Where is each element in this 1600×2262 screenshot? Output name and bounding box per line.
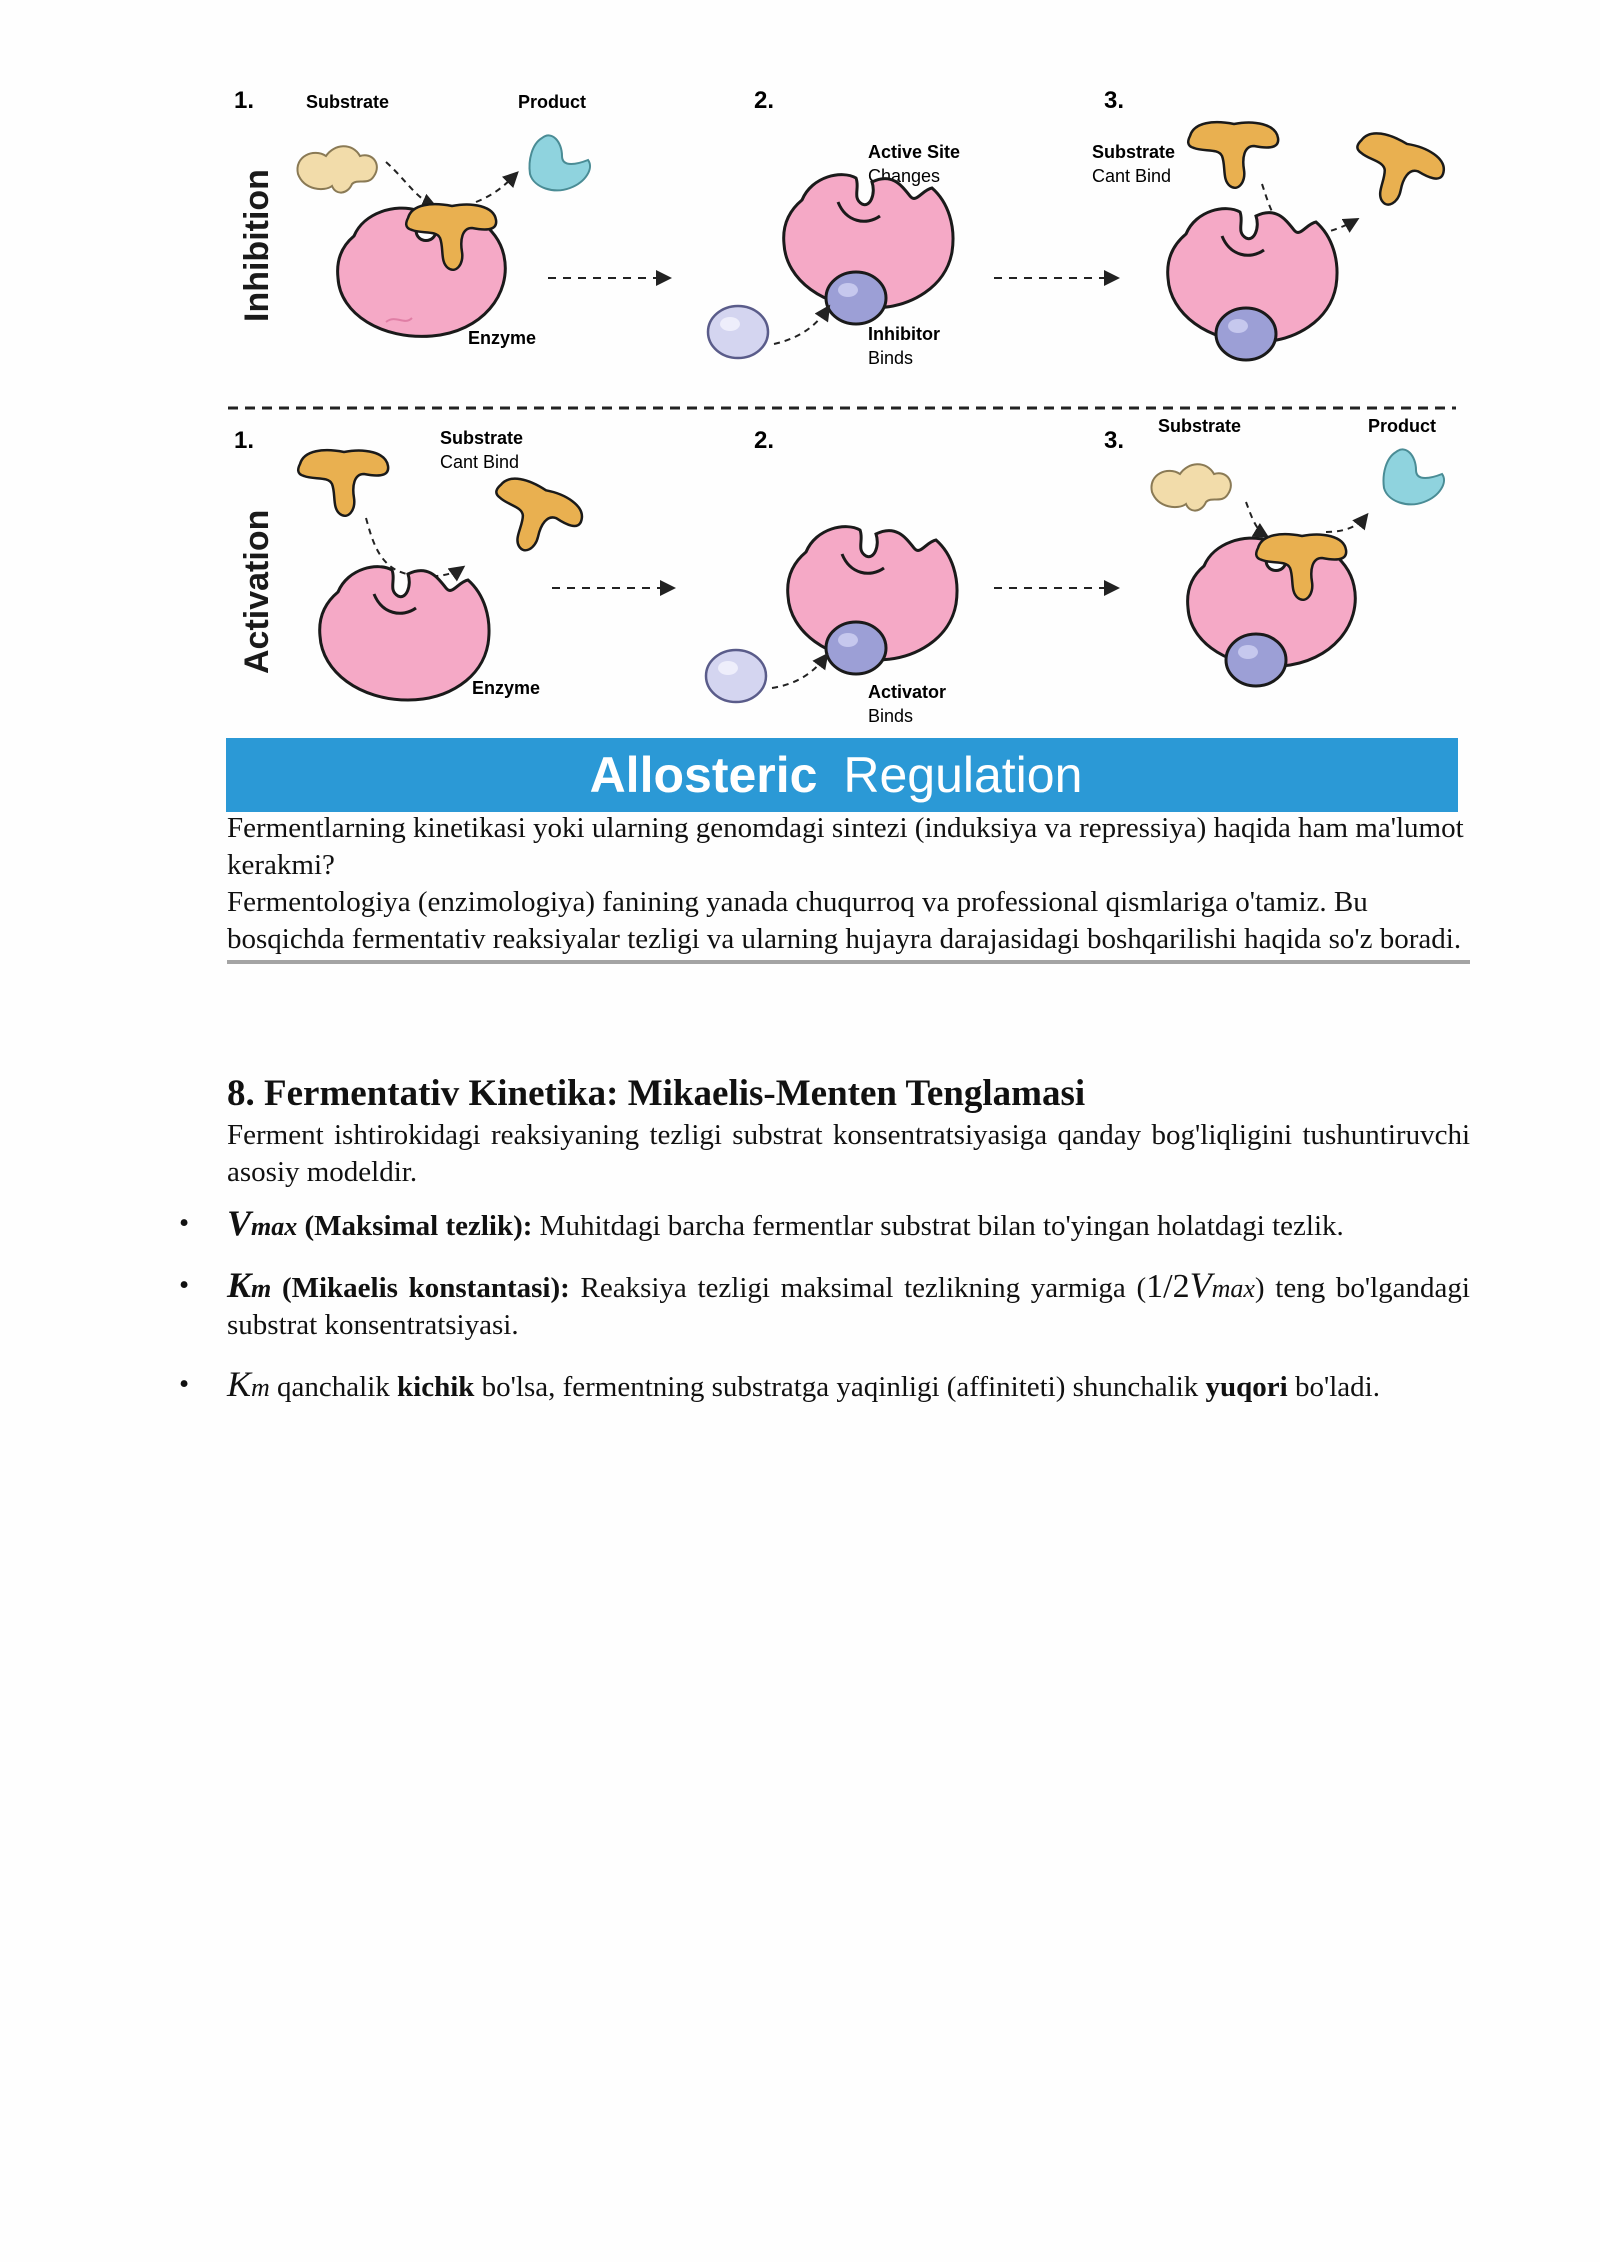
symbol-subscript: max bbox=[251, 1212, 298, 1241]
activator-free bbox=[706, 650, 766, 702]
section-description: Ferment ishtirokidagi reaksiyaning tezligi substrat konsentratsiyasiga qanday bog'liqligini tushuntiruvchi asosiy modeldir. bbox=[227, 1119, 1470, 1188]
term-label: (Mikaelis konstantasi): bbox=[271, 1272, 570, 1304]
activation-step1-enzyme-label: Enzyme bbox=[472, 678, 541, 698]
title-banner bbox=[226, 738, 1458, 812]
emphasis: yuqori bbox=[1205, 1371, 1288, 1403]
inhibition-step2-inhibitor-title: Inhibitor bbox=[868, 324, 940, 344]
substrate-molecule bbox=[1188, 122, 1278, 188]
intro-paragraph-2: Fermentologiya (enzimologiya) fanining yanada chuqurroq va professional qismlariga o'tamiz. Bu bosqichda fermentativ reaksiyalar tezligi va ularning hujayra darajasidagi boshqarilishi haqida so'z boradi. bbox=[227, 886, 1462, 955]
inhibition-step2-inhibitor-sub: Binds bbox=[868, 348, 914, 368]
fraction: 1/2 bbox=[1146, 1268, 1190, 1305]
symbol-subscript: m bbox=[251, 1274, 272, 1303]
emphasis: kichik bbox=[397, 1371, 475, 1403]
inhibition-step1-enzyme-label: Enzyme bbox=[468, 328, 537, 348]
text: bo'ladi. bbox=[1287, 1371, 1380, 1403]
inhibition-step2-active-site-sub: Changes bbox=[868, 166, 941, 186]
symbol-k: K bbox=[227, 1364, 252, 1404]
symbol-v: V bbox=[1189, 1265, 1212, 1305]
intro-paragraph-1: Fermentlarning kinetikasi yoki ularning genomdagi sintezi (induksiya va repressiya) haqida ham ma'lumot kerakmi? bbox=[227, 812, 1464, 881]
substrate-molecule bbox=[1151, 464, 1230, 510]
banner-title-bold: Allosteric bbox=[589, 747, 818, 803]
inhibitor-molecule bbox=[826, 272, 886, 324]
substrate-molecule bbox=[298, 450, 388, 516]
product-molecule bbox=[1384, 449, 1444, 504]
text: bo'lsa, fermentning substratga yaqinligi (affiniteti) shunchalik bbox=[474, 1371, 1206, 1403]
activator-molecule bbox=[1226, 634, 1286, 686]
activation-step2-activator-title: Activator bbox=[868, 682, 947, 702]
section-heading: 8. Fermentativ Kinetika: Mikaelis-Menten Tenglamasi bbox=[227, 1073, 1086, 1114]
activation-side-label: Activation bbox=[238, 509, 276, 674]
substrate-molecule bbox=[297, 146, 376, 192]
substrate-molecule bbox=[1342, 127, 1449, 219]
activation-step2-activator-sub: Binds bbox=[868, 706, 914, 726]
activation-step1-substrate-sub: Cant Bind bbox=[440, 452, 520, 472]
inhibitor-free bbox=[708, 306, 768, 358]
symbol-k: K bbox=[227, 1265, 252, 1305]
list-item bbox=[179, 1265, 1470, 1344]
enzyme-shape bbox=[320, 567, 489, 700]
term-definition: Muhitdagi barcha fermentlar substrat bilan to'yingan holatdagi tezlik. bbox=[532, 1210, 1344, 1242]
bullet: • bbox=[179, 1269, 190, 1301]
text: qanchalik bbox=[269, 1371, 398, 1403]
term-definition-end: ) teng bo'lgandagi substrat konsentratsiyasi. bbox=[227, 1272, 1470, 1341]
inhibition-step1-product-label: Product bbox=[518, 92, 587, 112]
bullet: • bbox=[179, 1368, 190, 1400]
activation-step1-substrate-title: Substrate bbox=[440, 428, 524, 448]
list-item bbox=[179, 1364, 1470, 1406]
intro-block bbox=[227, 810, 1470, 964]
activation-step3-number: 3. bbox=[1104, 427, 1125, 454]
bullet: • bbox=[179, 1207, 190, 1239]
substrate-molecule bbox=[480, 471, 588, 566]
term-definition: Reaksiya tezligi maksimal tezlikning yarmiga ( bbox=[569, 1272, 1147, 1304]
banner-title-light: Regulation bbox=[843, 747, 1083, 803]
activation-step2-number: 2. bbox=[754, 427, 775, 454]
activation-step3-substrate-label: Substrate bbox=[1158, 416, 1242, 436]
inhibition-step2-number: 2. bbox=[754, 87, 775, 114]
inhibition-side-label: Inhibition bbox=[238, 169, 276, 322]
inhibition-step1-substrate-label: Substrate bbox=[306, 92, 390, 112]
symbol-v: V bbox=[227, 1203, 252, 1243]
activator-molecule bbox=[826, 622, 886, 674]
inhibition-step2-active-site-title: Active Site bbox=[868, 142, 961, 162]
allosteric-regulation-figure bbox=[216, 70, 1472, 818]
symbol-subscript: m bbox=[251, 1373, 270, 1402]
term-label: (Maksimal tezlik): bbox=[297, 1210, 533, 1242]
symbol-subscript: max bbox=[1211, 1274, 1255, 1303]
activation-step3-product-label: Product bbox=[1368, 416, 1437, 436]
activation-step1-number: 1. bbox=[234, 427, 255, 454]
inhibition-step3-substrate-sub: Cant Bind bbox=[1092, 166, 1172, 186]
inhibition-step1-number: 1. bbox=[234, 87, 255, 114]
definition-list bbox=[179, 1203, 1470, 1406]
document-body bbox=[179, 810, 1470, 1428]
inhibitor-molecule bbox=[1216, 308, 1276, 360]
inhibition-step3-number: 3. bbox=[1104, 87, 1125, 114]
inhibition-step3-substrate-title: Substrate bbox=[1092, 142, 1176, 162]
product-molecule bbox=[530, 135, 590, 190]
list-item bbox=[179, 1203, 1470, 1245]
